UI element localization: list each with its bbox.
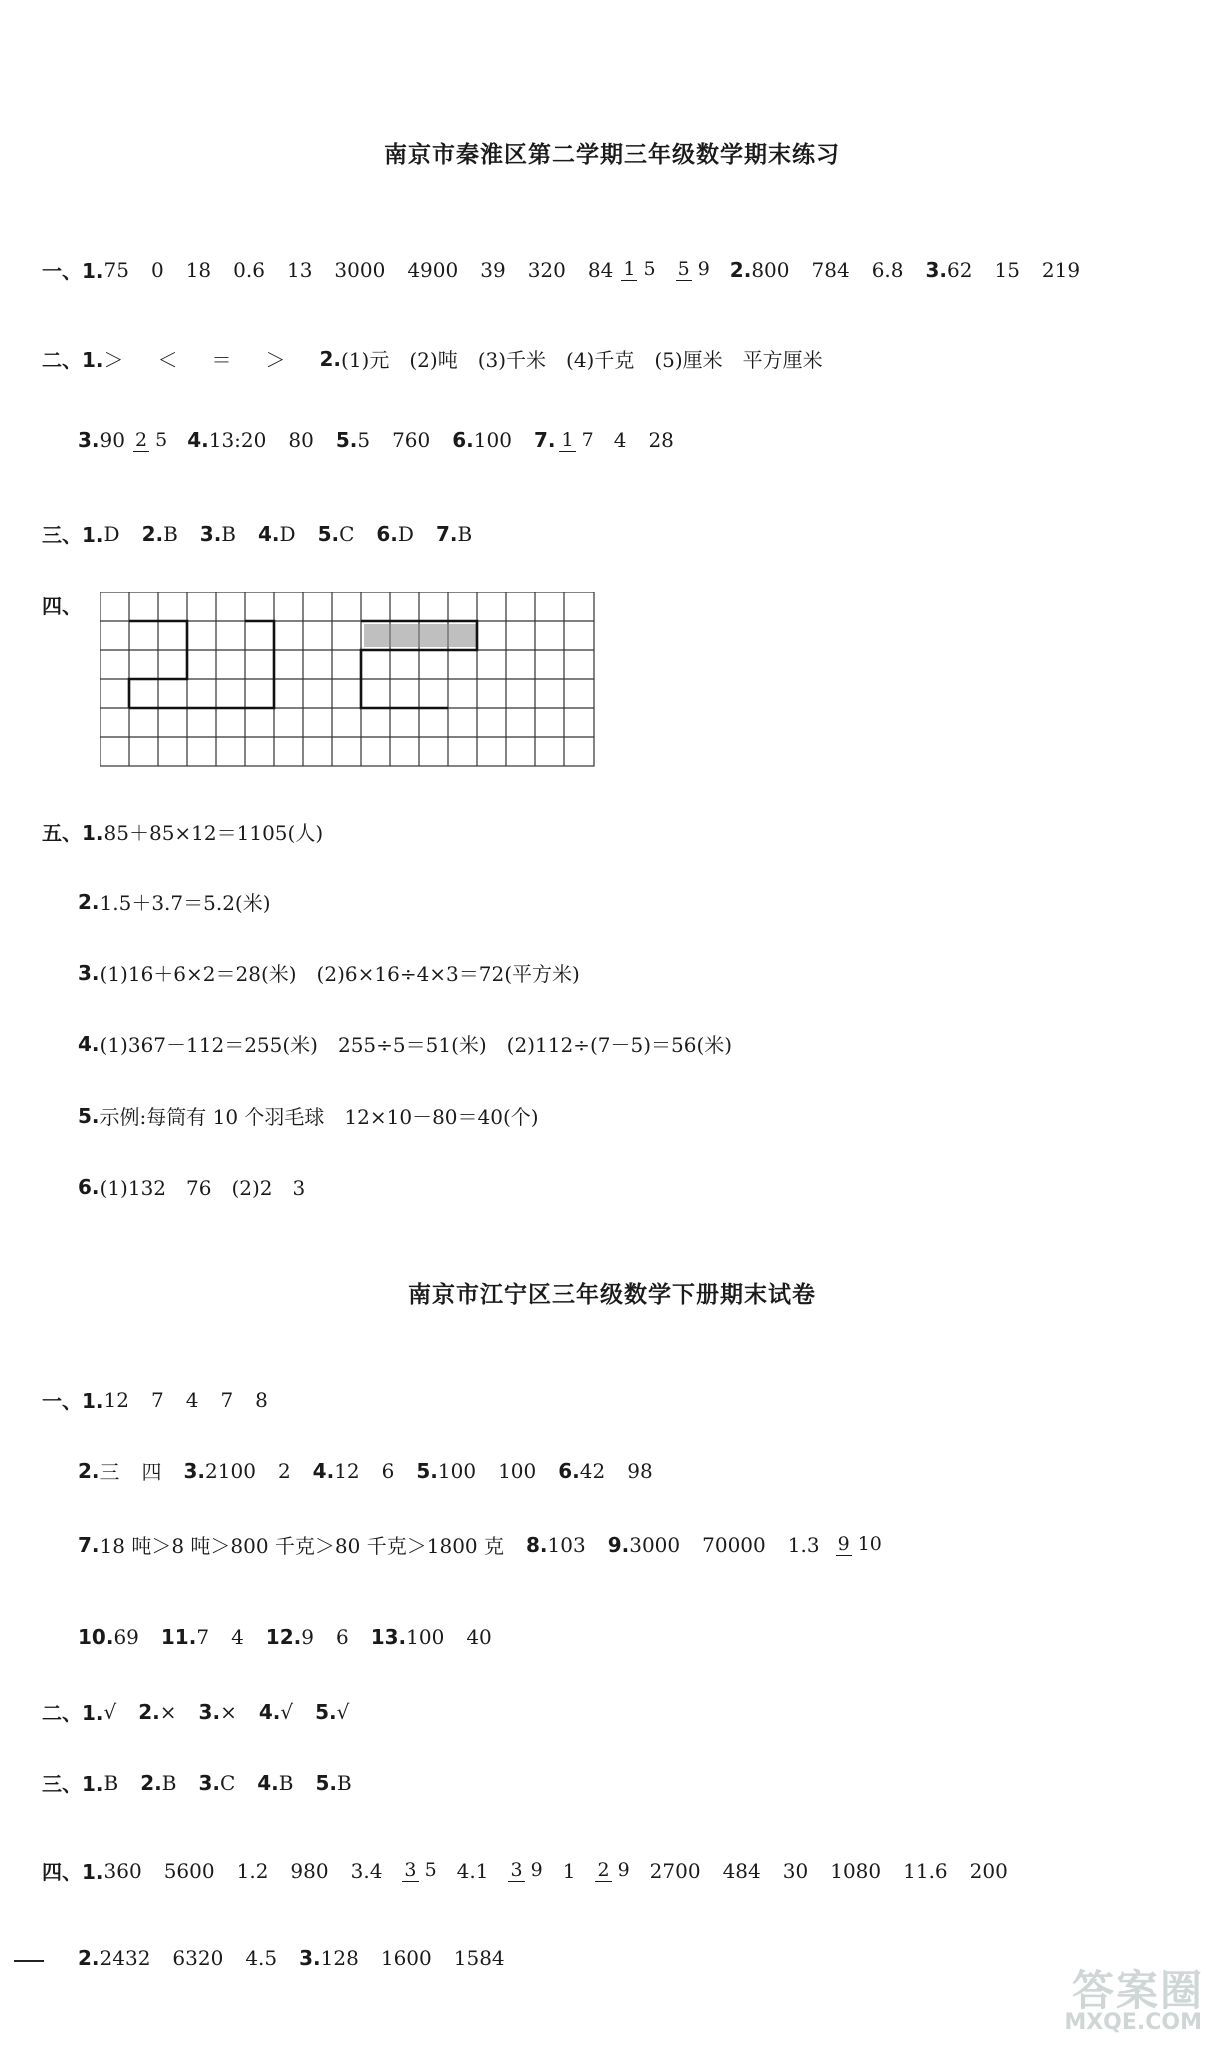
- q-number: 9.: [607, 1532, 630, 1557]
- fraction-numerator: 1: [561, 428, 574, 451]
- answer-text: 18 吨＞8 吨＞800 千克＞80 千克＞1800 克: [99, 1534, 504, 1558]
- answer-value: 40: [466, 1625, 492, 1649]
- answer-value: 7: [150, 1387, 164, 1412]
- answer-value: 9: [301, 1625, 314, 1649]
- answer-mark: √: [103, 1699, 117, 1724]
- s1-part3-line: [42, 519, 472, 548]
- answer-choice: D: [103, 521, 120, 546]
- q-number: 3.: [183, 1458, 206, 1483]
- fraction-denominator: 7: [581, 428, 594, 451]
- answer-value: 11.6: [903, 1858, 948, 1883]
- q-number: 三、1.: [42, 1772, 104, 1796]
- s2-line2: [78, 1456, 653, 1485]
- q-number: 3.: [925, 257, 948, 282]
- q-number: 11.: [160, 1625, 197, 1649]
- answer-choice: B: [337, 1770, 352, 1795]
- answer-text: (1)367－112＝255(米) 255÷5＝51(米) (2)112÷(7－5)＝56(米): [99, 1033, 733, 1057]
- answer-value: 4900: [407, 257, 459, 282]
- q-number: 2.: [78, 1458, 100, 1483]
- answer-mark: √: [280, 1699, 294, 1724]
- answer-value: 784: [811, 257, 850, 282]
- grid-figure: [100, 592, 600, 776]
- answer-choice: B: [221, 521, 236, 546]
- q-number: 5.: [315, 1770, 337, 1795]
- q-number: 3.: [198, 1699, 221, 1724]
- answer-value: 13: [286, 257, 313, 282]
- q-number: 5.: [317, 521, 340, 546]
- q-number: 5.: [78, 1103, 100, 1128]
- answer-value: 5600: [163, 1858, 215, 1883]
- s1-part2b-line: [78, 428, 674, 452]
- answer-value: 200: [969, 1858, 1008, 1883]
- answer-value: 75: [103, 257, 129, 282]
- answer-value: 100: [406, 1625, 445, 1649]
- answer-value: 18: [185, 257, 212, 282]
- fraction: [508, 1859, 542, 1882]
- s1-part2-line: [42, 344, 823, 373]
- answer-value: 103: [547, 1532, 586, 1557]
- q-number: 四、1.: [42, 1860, 104, 1884]
- grid-drawing: [100, 592, 600, 772]
- answer-value: 1.2: [236, 1858, 269, 1883]
- fraction-numerator: 3: [510, 1859, 523, 1881]
- q-number: 2.: [319, 346, 342, 371]
- answer-value: 0: [150, 257, 164, 282]
- fraction: [133, 429, 167, 452]
- fraction: [621, 258, 655, 281]
- answer-value: 30: [782, 1858, 809, 1883]
- answer-value: 1600: [380, 1946, 432, 1970]
- answer-value: 62: [947, 257, 973, 282]
- answer-value: 42: [579, 1458, 606, 1483]
- s2-line4: [78, 1625, 492, 1649]
- q-number: 一、1.: [42, 1389, 104, 1413]
- answer-value: 3000: [334, 257, 386, 282]
- answer-value: 4: [185, 1387, 199, 1412]
- q-number: 7.: [533, 428, 556, 452]
- answer-value: 84: [587, 257, 614, 282]
- answer-value: 8: [255, 1387, 268, 1412]
- q-number: 4.: [312, 1458, 335, 1483]
- q-number: 3.: [78, 960, 100, 985]
- s2-line7: [42, 1856, 1008, 1885]
- answer-choice: C: [339, 521, 355, 546]
- answer-symbol: ＞: [265, 348, 286, 372]
- answer-value: 0.6: [233, 257, 265, 282]
- fraction: [559, 429, 593, 452]
- answer-value: 219: [1041, 257, 1081, 282]
- q-number: 3.: [198, 1770, 220, 1795]
- answer-value: 6.8: [871, 257, 904, 282]
- q-number: 3.: [299, 1946, 321, 1970]
- answer-value: 80: [288, 428, 314, 452]
- answer-value: 800: [751, 257, 790, 282]
- q-number: 五、1.: [42, 821, 104, 845]
- q-number: 4.: [258, 521, 280, 546]
- answer-text: 85＋85×12＝1105(人): [103, 821, 324, 845]
- q-number: 5.: [416, 1458, 438, 1483]
- answer-value: 2: [277, 1458, 291, 1483]
- s2-line8: [78, 1946, 505, 1970]
- q-number: 2.: [141, 521, 164, 546]
- answer-value: 7: [196, 1625, 210, 1649]
- q-number: 二、1.: [42, 1701, 104, 1725]
- watermark-logo: 答案圈: [1071, 1966, 1204, 2015]
- answer-value: 1.3: [787, 1532, 820, 1557]
- answer-value: 1080: [830, 1858, 882, 1883]
- part4-label: 四、: [42, 594, 82, 618]
- s1-part1-line: [42, 255, 1080, 284]
- s1-part5-line5: [78, 1101, 539, 1130]
- s2-line1: [42, 1385, 268, 1414]
- fraction-numerator: 5: [677, 258, 690, 280]
- answer-text: (1)16＋6×2＝28(米) (2)6×16÷4×3＝72(平方米): [99, 962, 580, 986]
- q-number: 13.: [370, 1625, 407, 1649]
- fraction-numerator: 2: [597, 1859, 610, 1881]
- answer-symbol: ＜: [157, 348, 178, 372]
- answer-choice: C: [219, 1770, 236, 1795]
- answer-choice: B: [278, 1770, 294, 1795]
- answer-value: 760: [392, 428, 431, 452]
- q-number: 12.: [265, 1625, 302, 1649]
- q-number: 3.: [199, 521, 222, 546]
- answer-value: 15: [994, 257, 1020, 282]
- q-number: 8.: [526, 1532, 548, 1557]
- answer-value: 320: [527, 257, 566, 282]
- s1-part5-line6: [78, 1172, 305, 1201]
- q-number: 2.: [78, 889, 100, 914]
- answer-value: 四: [141, 1460, 162, 1484]
- answer-choice: B: [163, 521, 178, 546]
- q-number: 4.: [78, 1031, 100, 1056]
- answer-value: 3000: [629, 1532, 681, 1557]
- answer-value: 12: [334, 1458, 360, 1483]
- fraction-numerator: 3: [404, 1859, 417, 1881]
- answer-value: 360: [103, 1858, 142, 1883]
- answer-choice: B: [103, 1770, 119, 1795]
- answer-value: 980: [290, 1858, 329, 1883]
- answer-value: 70000: [702, 1532, 766, 1557]
- fraction-numerator: 9: [837, 1533, 850, 1555]
- q-number: 4.: [258, 1699, 281, 1724]
- q-number: 2.: [729, 257, 752, 282]
- s1-part5-line3: [78, 958, 580, 987]
- answer-value: 4: [231, 1625, 244, 1649]
- s2-line3: [78, 1530, 902, 1559]
- answer-text: (1)132 76 (2)2 3: [99, 1176, 306, 1200]
- q-number: 2.: [138, 1699, 160, 1724]
- section2-title: 南京市江宁区三年级数学下册期末试卷: [408, 1282, 816, 1308]
- q-number: 4.: [257, 1770, 279, 1795]
- q-number: 7.: [435, 521, 458, 546]
- q-number: 6.: [376, 521, 398, 546]
- answer-value: 1584: [453, 1946, 505, 1970]
- s1-part5-line2: [78, 887, 271, 916]
- answer-text: 1.5＋3.7＝5.2(米): [99, 891, 271, 915]
- fraction: [836, 1533, 882, 1556]
- answer-mark: ×: [220, 1699, 237, 1724]
- answer-symbol: ＝: [211, 348, 232, 372]
- fraction: [402, 1859, 436, 1882]
- fraction: [595, 1859, 629, 1882]
- fraction-numerator: 1: [623, 258, 636, 280]
- answer-value: 484: [722, 1858, 761, 1883]
- answer-value: 6320: [172, 1946, 224, 1970]
- answer-choice: D: [397, 521, 414, 546]
- answer-value: 90: [99, 428, 125, 452]
- q-number: 6.: [558, 1458, 580, 1483]
- answer-value: 6: [381, 1458, 395, 1483]
- answer-symbol: ＞: [103, 348, 124, 372]
- fraction-numerator: 2: [134, 428, 148, 451]
- q-number: 一、1.: [42, 259, 104, 283]
- fraction-denominator: 10: [857, 1533, 882, 1555]
- answer-mark: √: [336, 1699, 350, 1724]
- answer-value: 4.1: [456, 1858, 489, 1883]
- answer-value: 3.4: [350, 1858, 383, 1883]
- watermark-url: MXQE.COM: [1064, 2010, 1202, 2035]
- q-number: 6.: [452, 428, 474, 452]
- answer-value: 1: [562, 1858, 576, 1883]
- answer-text: 示例:每筒有 10 个羽毛球 12×10－80＝40(个): [99, 1105, 539, 1129]
- q-number: 7.: [78, 1532, 100, 1557]
- fraction-denominator: 5: [424, 1859, 437, 1881]
- answer-value: 100: [498, 1458, 537, 1483]
- q-number: 6.: [78, 1174, 100, 1199]
- answer-text: (1)元 (2)吨 (3)千米 (4)千克 (5)厘米 平方厘米: [341, 348, 823, 372]
- fraction: [676, 258, 710, 281]
- fraction-denominator: 9: [530, 1859, 543, 1881]
- answer-value: 100: [473, 428, 512, 452]
- answer-value: 98: [627, 1458, 653, 1483]
- answer-value: 三: [99, 1460, 120, 1484]
- s1-part5-line4: [78, 1029, 732, 1058]
- answer-value: 39: [480, 257, 506, 282]
- s1-part5-line1: [42, 817, 323, 846]
- q-number: 2.: [78, 1946, 100, 1970]
- footer-rule: [14, 1960, 44, 1962]
- q-number: 4.: [187, 428, 209, 452]
- answer-value: 12: [103, 1387, 129, 1412]
- answer-value: 4.5: [245, 1946, 278, 1970]
- answer-choice: B: [161, 1770, 177, 1795]
- answer-value: 2432: [99, 1946, 151, 1970]
- fraction-denominator: 5: [643, 258, 656, 280]
- answer-value: 69: [113, 1625, 139, 1649]
- fraction-denominator: 9: [617, 1859, 630, 1881]
- q-number: 3.: [78, 428, 100, 452]
- answer-value: 7: [220, 1387, 234, 1412]
- s2-line5: [42, 1697, 349, 1726]
- answer-value: 6: [335, 1625, 349, 1649]
- answer-value: 28: [648, 428, 674, 452]
- answer-value: 4: [613, 428, 627, 452]
- q-number: 三、1.: [42, 523, 104, 547]
- answer-value: 2100: [205, 1458, 256, 1483]
- q-number: 10.: [78, 1625, 114, 1649]
- answer-choice: B: [457, 521, 473, 546]
- q-number: 5.: [315, 1699, 337, 1724]
- fraction-denominator: 5: [155, 428, 168, 451]
- answer-value: 13:20: [208, 428, 267, 452]
- answer-value: 100: [437, 1458, 477, 1483]
- q-number: 二、1.: [42, 348, 104, 372]
- answer-value: 2700: [649, 1858, 701, 1883]
- answer-mark: ×: [159, 1699, 177, 1724]
- s2-line6: [42, 1768, 352, 1797]
- fraction-denominator: 9: [697, 258, 710, 280]
- section1-title: 南京市秦淮区第二学期三年级数学期末练习: [384, 142, 840, 168]
- answer-value: 128: [320, 1946, 359, 1970]
- answer-choice: D: [279, 521, 296, 546]
- q-number: 5.: [335, 428, 358, 452]
- answer-value: 5: [357, 428, 371, 452]
- q-number: 2.: [140, 1770, 162, 1795]
